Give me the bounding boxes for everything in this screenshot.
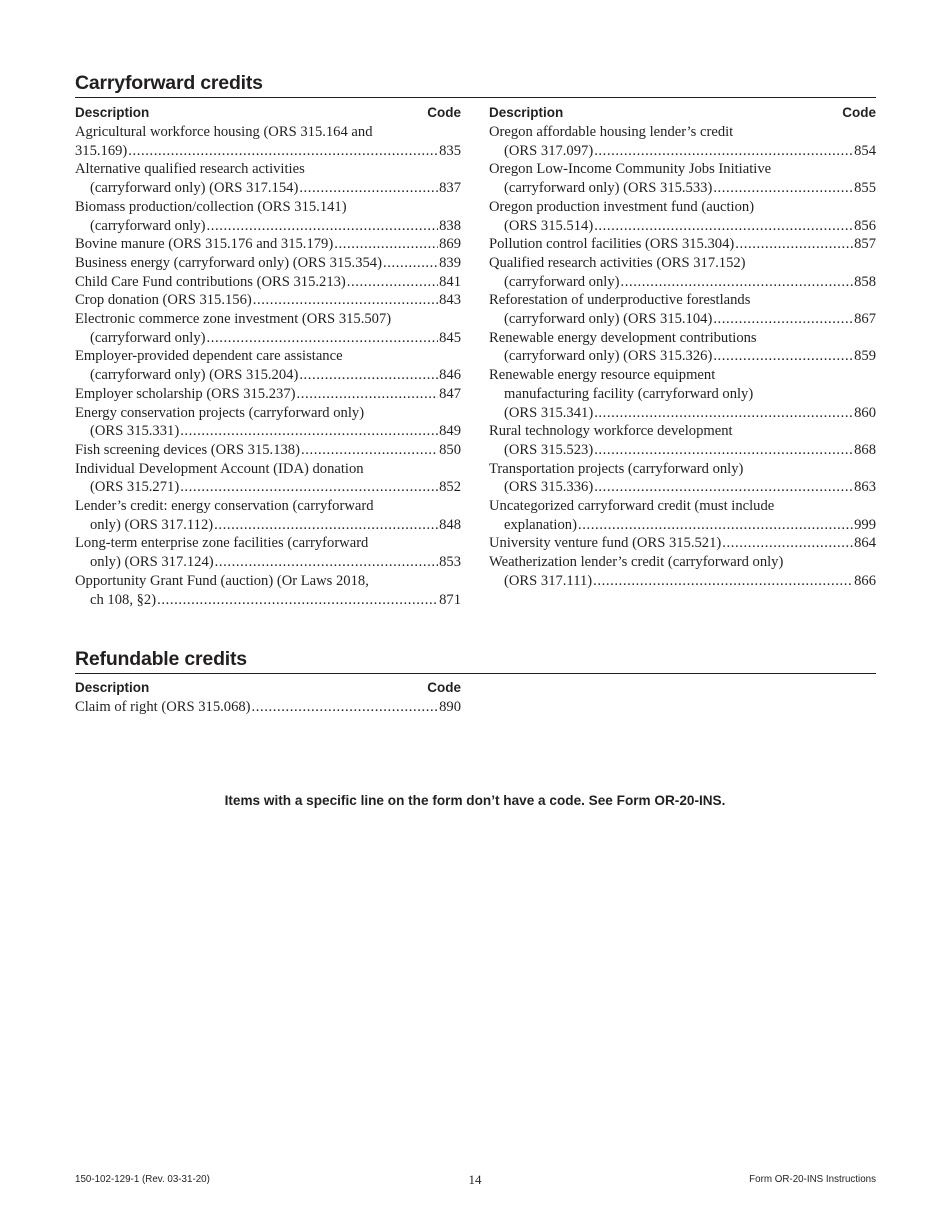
credit-line	[489, 572, 876, 591]
dot-leader	[594, 404, 853, 423]
credit-line	[75, 478, 461, 497]
dot-leader	[128, 142, 438, 161]
dot-leader	[593, 572, 853, 591]
credit-description-line: (ORS 315.331)	[90, 423, 180, 440]
credit-code: 841	[439, 273, 461, 290]
dot-leader	[578, 516, 853, 535]
credit-description-line: (carryforward only)	[90, 217, 206, 234]
footer-page-number: 14	[468, 1172, 482, 1187]
credit-entry	[75, 347, 461, 384]
credit-code: 871	[439, 591, 461, 608]
description-header: Description	[75, 680, 150, 695]
credit-description-line: (carryforward only) (ORS 315.533)	[504, 180, 713, 197]
credit-entry	[75, 698, 461, 717]
credit-entry	[489, 198, 876, 235]
credit-entry	[75, 310, 461, 347]
credit-line	[489, 347, 876, 366]
credit-entry	[489, 235, 876, 254]
credit-line	[75, 273, 461, 292]
credit-description-line: (ORS 315.514)	[504, 217, 594, 234]
credit-line	[489, 516, 876, 535]
credit-description-line: ch 108, §2)	[90, 591, 157, 608]
credit-description-line: explanation)	[504, 516, 577, 533]
credit-code: 847	[439, 385, 461, 402]
credit-entry	[75, 291, 461, 310]
credit-description-line: Oregon production investment fund (auction)	[489, 198, 755, 215]
credit-line	[75, 698, 461, 717]
credit-description-line: (carryforward only) (ORS 317.154)	[90, 180, 299, 197]
credit-code: 850	[439, 441, 461, 458]
credit-code: 868	[854, 441, 876, 458]
credit-line	[489, 310, 876, 329]
credit-description-line: Agricultural workforce housing (ORS 315.164 and	[75, 124, 373, 140]
credit-code: 843	[439, 292, 461, 309]
credit-line	[75, 179, 461, 198]
credit-description-line: (carryforward only) (ORS 315.104)	[504, 311, 713, 328]
credit-code: 838	[439, 217, 461, 234]
credit-description-line: Oregon Low-Income Community Jobs Initiative	[489, 161, 772, 178]
credit-entry	[75, 273, 461, 292]
credit-line	[75, 441, 461, 460]
credit-entry	[75, 534, 461, 571]
footer-form-number: 150-102-129-1 (Rev. 03-31-20)	[75, 1174, 210, 1185]
credit-code: 848	[439, 516, 461, 533]
credit-description-line: Crop donation (ORS 315.156)	[75, 292, 252, 309]
carryforward-left-column	[75, 104, 461, 609]
credit-description-line: (ORS 315.271)	[90, 479, 180, 496]
dot-leader	[206, 329, 438, 348]
credit-entry	[75, 160, 461, 197]
dot-leader	[214, 516, 438, 535]
credit-description-line: Long-term enterprise zone facilities (carryforward	[75, 535, 369, 552]
credit-line	[75, 385, 461, 404]
dot-leader	[594, 142, 853, 161]
credit-description-line: Bovine manure (ORS 315.176 and 315.179)	[75, 236, 334, 253]
credit-description-line: manufacturing facility (carryforward only)	[504, 385, 754, 402]
credit-code: 853	[439, 554, 461, 571]
credit-code: 856	[854, 217, 876, 234]
credit-line	[75, 254, 461, 273]
credit-description-line: Claim of right (ORS 315.068)	[75, 699, 251, 715]
credit-line	[489, 142, 876, 161]
credit-line	[75, 591, 461, 610]
dot-leader	[299, 179, 438, 198]
dot-leader	[252, 698, 439, 717]
credit-description-line: Business energy (carryforward only) (ORS 315.354)	[75, 254, 382, 271]
credit-code: 863	[854, 479, 876, 496]
credit-description-line: Child Care Fund contributions (ORS 315.213)	[75, 273, 346, 290]
dot-leader	[594, 478, 853, 497]
credit-description-line: (ORS 315.523)	[504, 441, 594, 458]
credit-entry	[489, 422, 876, 459]
refundable-column	[75, 679, 461, 717]
credit-line	[75, 142, 461, 161]
credit-entry	[75, 497, 461, 534]
credit-list	[75, 698, 461, 717]
dot-leader	[722, 534, 853, 553]
carryforward-right-column	[489, 104, 876, 591]
credit-description-line: Fish screening devices (ORS 315.138)	[75, 441, 300, 458]
credit-entry	[489, 160, 876, 197]
dot-leader	[206, 217, 438, 236]
credit-description-line: (ORS 317.111)	[504, 572, 593, 589]
credit-line	[75, 329, 461, 348]
credit-description-line: Opportunity Grant Fund (auction) (Or Laws 2018,	[75, 572, 369, 589]
credit-line	[489, 534, 876, 553]
credit-description-line: Oregon affordable housing lender’s credit	[489, 124, 734, 140]
credit-entry	[75, 441, 461, 460]
credit-code: 869	[439, 236, 461, 253]
credit-code: 857	[854, 236, 876, 253]
dot-leader	[594, 217, 853, 236]
credit-code: 864	[854, 535, 876, 552]
credit-description-line: only) (ORS 317.124)	[90, 554, 214, 571]
credit-entry	[489, 254, 876, 291]
credit-code: 845	[439, 329, 461, 346]
credit-description-line: Energy conservation projects (carryforward only)	[75, 404, 365, 421]
credit-description-line: 315.169)	[75, 142, 128, 159]
credit-code: 849	[439, 423, 461, 440]
credit-code: 859	[854, 348, 876, 365]
code-header: Code	[842, 105, 876, 120]
credit-entry	[75, 235, 461, 254]
credit-line	[75, 235, 461, 254]
description-header: Description	[489, 105, 564, 120]
dot-leader	[620, 273, 853, 292]
dot-leader	[594, 441, 853, 460]
credit-entry	[489, 366, 876, 422]
dot-leader	[334, 235, 438, 254]
credit-entry	[489, 534, 876, 553]
credit-description-line: Renewable energy resource equipment	[489, 367, 716, 384]
credit-line	[75, 291, 461, 310]
credit-entry	[489, 329, 876, 366]
credit-list	[489, 123, 876, 591]
credit-description-line: only) (ORS 317.112)	[90, 516, 214, 533]
credit-description-line: Uncategorized carryforward credit (must include	[489, 498, 775, 515]
credit-code: 835	[439, 142, 461, 159]
credit-line	[75, 366, 461, 385]
credit-list	[75, 123, 461, 609]
credit-description-line: University venture fund (ORS 315.521)	[489, 535, 722, 552]
credit-code: 866	[854, 572, 876, 589]
credit-line	[489, 235, 876, 254]
credit-entry	[75, 404, 461, 441]
credit-entry	[75, 385, 461, 404]
credit-entry	[75, 254, 461, 273]
credit-description-line: Reforestation of underproductive forestlands	[489, 292, 751, 309]
credit-description-line: Individual Development Account (IDA) donation	[75, 460, 364, 477]
dot-leader	[735, 235, 853, 254]
dot-leader	[713, 347, 853, 366]
credit-description-line: Weatherization lender’s credit (carryforward only)	[489, 554, 784, 571]
credit-entry	[75, 198, 461, 235]
code-note: Items with a specific line on the form don’t have a code. See Form OR-20-INS.	[224, 793, 726, 808]
dot-leader	[253, 291, 438, 310]
credit-description-line: (carryforward only)	[90, 329, 206, 346]
credit-code: 860	[854, 404, 876, 421]
credit-line	[489, 217, 876, 236]
dot-leader	[180, 422, 438, 441]
credit-line	[75, 217, 461, 236]
credit-description-line: Electronic commerce zone investment (ORS 315.507)	[75, 311, 392, 328]
credit-code: 846	[439, 367, 461, 384]
credit-description-line: Lender’s credit: energy conservation (carryforward	[75, 498, 374, 515]
credit-entry	[75, 572, 461, 609]
credit-entry	[489, 497, 876, 534]
dot-leader	[301, 441, 438, 460]
dot-leader	[383, 254, 438, 273]
credit-code: 839	[439, 254, 461, 271]
credit-code: 855	[854, 180, 876, 197]
credit-line	[75, 422, 461, 441]
credit-entry	[489, 460, 876, 497]
credit-code: 837	[439, 180, 461, 197]
credit-line	[489, 273, 876, 292]
credit-description-line: (carryforward only) (ORS 315.326)	[504, 348, 713, 365]
credit-description-line: Qualified research activities (ORS 317.152)	[489, 254, 746, 271]
credit-description-line: Rural technology workforce development	[489, 423, 733, 440]
credit-entry	[75, 123, 461, 160]
credit-line	[489, 179, 876, 198]
footer-form-name: Form OR-20-INS Instructions	[749, 1174, 876, 1185]
credit-description-line: Transportation projects (carryforward only)	[489, 460, 744, 477]
column-header	[75, 679, 461, 698]
dot-leader	[713, 310, 853, 329]
credit-code: 999	[854, 516, 876, 533]
credit-line	[489, 404, 876, 423]
credit-description-line: Pollution control facilities (ORS 315.304)	[489, 236, 735, 253]
credit-description-line: Renewable energy development contributions	[489, 329, 757, 346]
dot-leader	[215, 553, 438, 572]
credit-description-line: (ORS 315.336)	[504, 479, 594, 496]
credit-line	[489, 478, 876, 497]
credit-description-line: (carryforward only) (ORS 315.204)	[90, 367, 299, 384]
credit-code: 854	[854, 142, 876, 159]
credit-description-line: Alternative qualified research activities	[75, 161, 305, 178]
credit-description-line: Employer scholarship (ORS 315.237)	[75, 385, 296, 402]
credit-code: 867	[854, 311, 876, 328]
description-header: Description	[75, 105, 150, 120]
dot-leader	[297, 385, 439, 404]
credit-entry	[489, 291, 876, 328]
credit-code: 858	[854, 273, 876, 290]
credit-line	[75, 553, 461, 572]
column-header	[75, 104, 461, 123]
credit-entry	[489, 553, 876, 590]
dot-leader	[347, 273, 438, 292]
section-title-refundable: Refundable credits	[75, 648, 876, 674]
dot-leader	[299, 366, 438, 385]
credit-description-line: (ORS 315.341)	[504, 404, 594, 421]
section-title-carryforward: Carryforward credits	[75, 72, 876, 98]
credit-line	[489, 441, 876, 460]
credit-code: 852	[439, 479, 461, 496]
credit-line	[75, 516, 461, 535]
credit-code: 890	[439, 699, 461, 715]
code-header: Code	[427, 105, 461, 120]
dot-leader	[180, 478, 438, 497]
dot-leader	[713, 179, 853, 198]
credit-description-line: (ORS 317.097)	[504, 142, 594, 159]
credit-entry	[75, 460, 461, 497]
credit-entry	[489, 123, 876, 160]
credit-description-line: Biomass production/collection (ORS 315.141)	[75, 198, 347, 215]
credit-description-line: (carryforward only)	[504, 273, 620, 290]
column-header	[489, 104, 876, 123]
dot-leader	[157, 591, 438, 610]
credit-description-line: Employer-provided dependent care assistance	[75, 348, 343, 365]
code-header: Code	[427, 680, 461, 695]
